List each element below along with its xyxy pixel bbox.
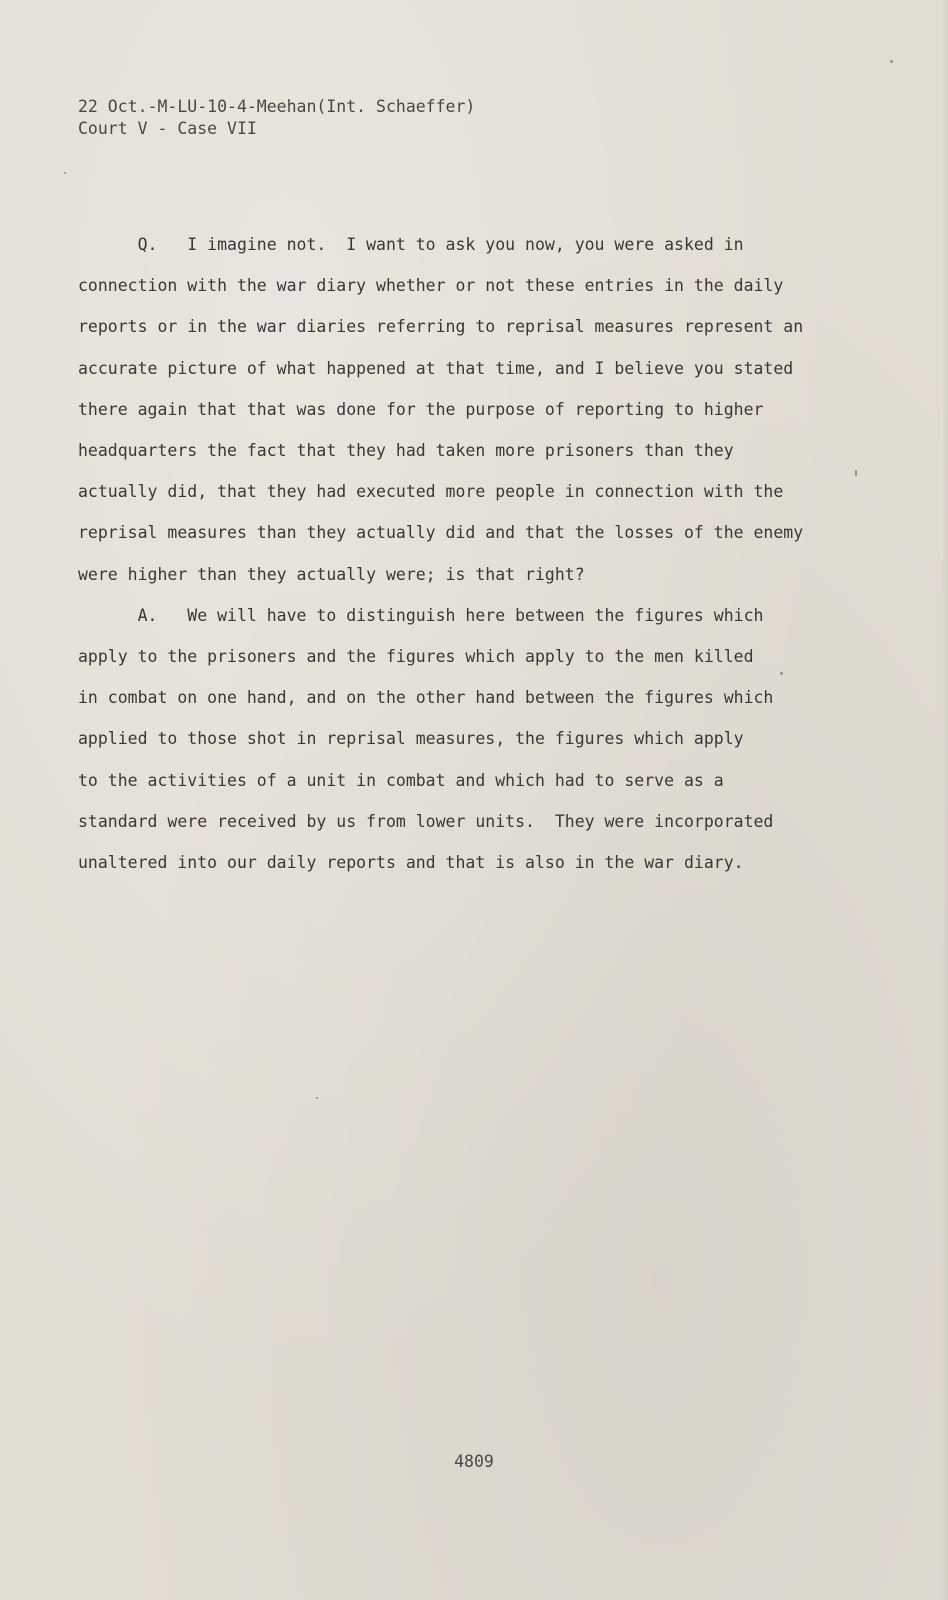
paper-speck xyxy=(890,60,893,63)
testimony-body xyxy=(78,224,838,883)
testimony-line: connection with the war diary whether or not these entries in the daily xyxy=(78,276,784,296)
testimony-line: applied to those shot in reprisal measures, the figures which apply xyxy=(78,729,744,749)
testimony-line: reprisal measures than they actually did and that the losses of the enemy xyxy=(78,523,804,543)
paper-speck xyxy=(316,1097,318,1099)
paper-speck xyxy=(64,172,66,174)
testimony-line: headquarters the fact that they had taken more prisoners than they xyxy=(78,441,734,461)
testimony-line: in combat on one hand, and on the other hand between the figures which xyxy=(78,688,774,708)
testimony-line: there again that that was done for the purpose of reporting to higher xyxy=(78,399,764,419)
testimony-line: unaltered into our daily reports and that is also in the war diary. xyxy=(78,853,744,873)
testimony-line: standard were received by us from lower units. They were incorporated xyxy=(78,811,774,831)
testimony-line: apply to the prisoners and the figures which apply to the men killed xyxy=(78,647,754,667)
testimony-line: were higher than they actually were; is that right? xyxy=(78,564,585,584)
testimony-line: A. We will have to distinguish here between the figures which xyxy=(78,605,764,625)
paper-speck xyxy=(855,470,857,476)
testimony-line: Q. I imagine not. I want to ask you now, you were asked in xyxy=(78,235,744,254)
header-court-line: Court V - Case VII xyxy=(78,119,257,138)
header-reference-line: 22 Oct.-M-LU-10-4-Meehan(Int. Schaeffer) xyxy=(78,97,476,116)
document-header xyxy=(78,96,778,140)
paper-speck xyxy=(780,672,783,675)
testimony-line: accurate picture of what happened at that time, and I believe you stated xyxy=(78,358,794,378)
testimony-line: reports or in the war diaries referring to reprisal measures represent an xyxy=(78,317,804,337)
page-edge-shadow xyxy=(942,0,948,1600)
page-number: 4809 xyxy=(454,1452,494,1471)
testimony-line: actually did, that they had executed more people in connection with the xyxy=(78,482,784,502)
testimony-line: to the activities of a unit in combat and which had to serve as a xyxy=(78,770,724,790)
